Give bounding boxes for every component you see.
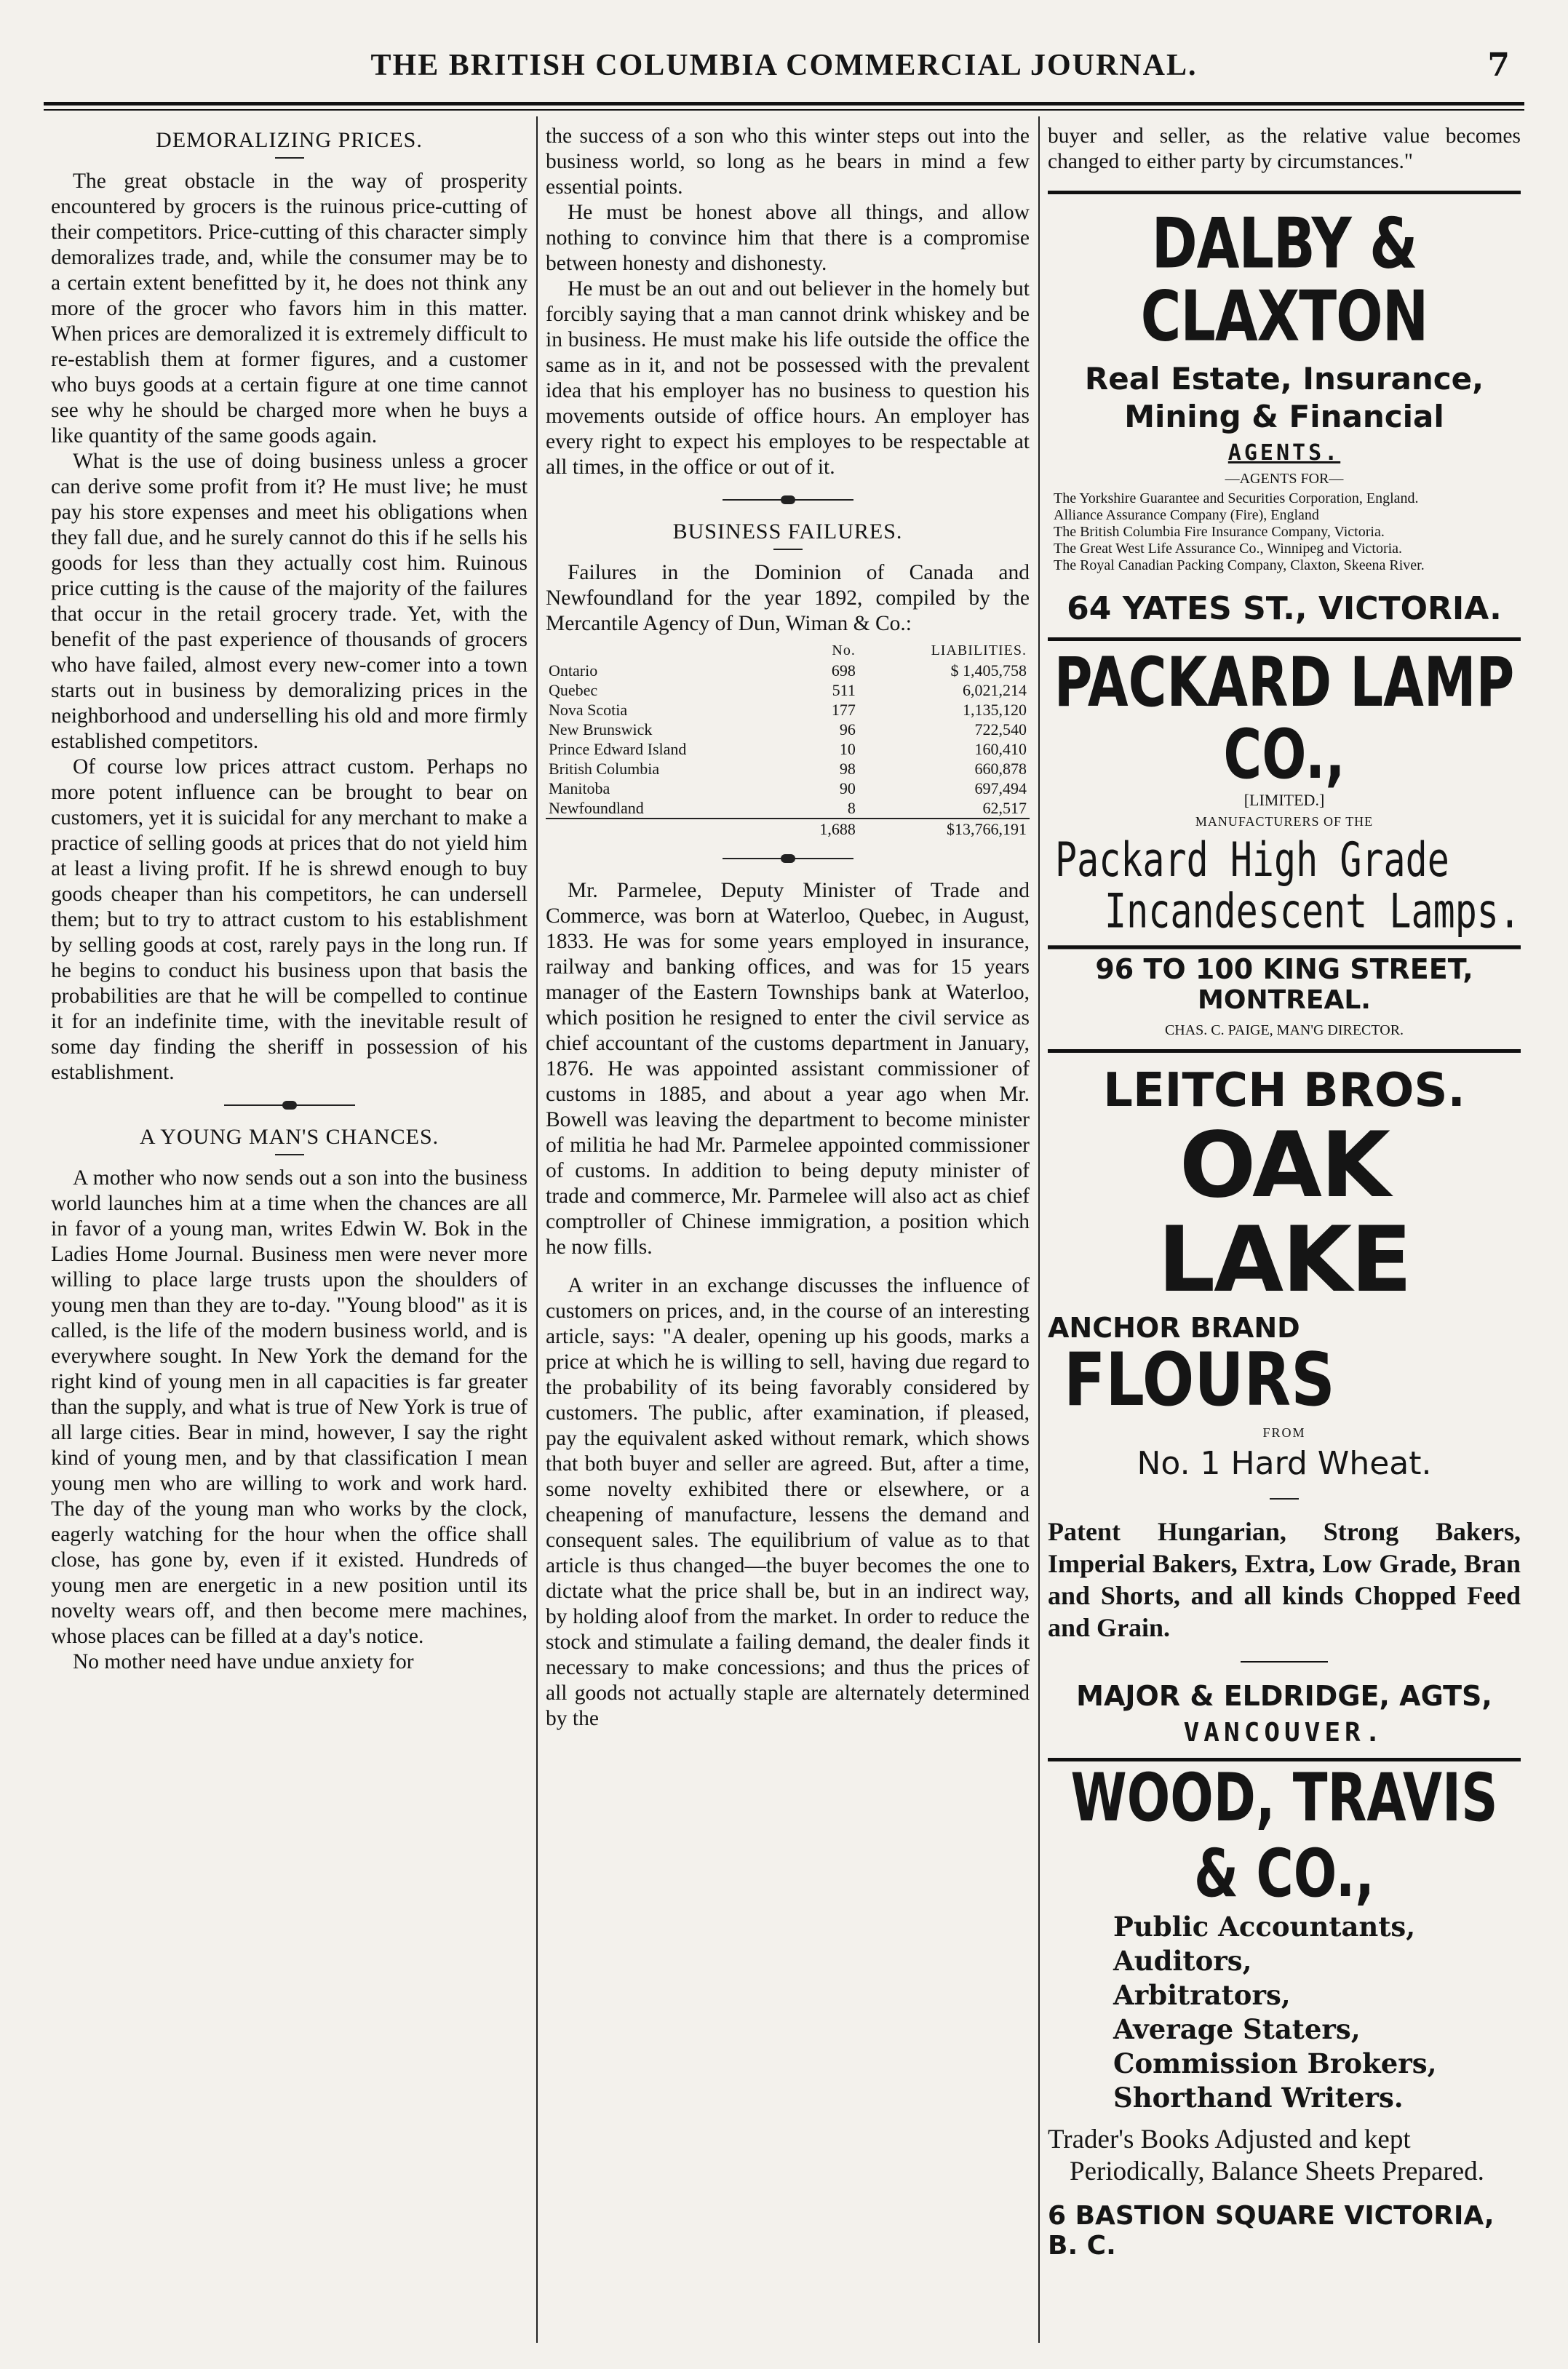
service-item: Average Staters, (1113, 2013, 1361, 2045)
page-header (44, 44, 1524, 105)
ad-line: No. 1 Hard Wheat. (1137, 1445, 1432, 1482)
service-item: Commission Brokers, (1113, 2047, 1437, 2079)
heading-dash (275, 157, 304, 159)
page-number: 7 (1487, 47, 1510, 84)
table-row: Ontario 698 $ 1,405,758 (549, 661, 1027, 680)
article-heading: BUSINESS FAILURES. (672, 519, 903, 544)
ad-dalby-claxton (1048, 202, 1521, 627)
column-header: No. (832, 642, 856, 658)
ad-title: DALBY & CLAXTON (1140, 202, 1428, 357)
service-item: Shorthand Writers. (1113, 2082, 1404, 2114)
column-divider (536, 116, 538, 2343)
heading-dash (773, 549, 803, 550)
ad-text: Trader's Books Adjusted and kept Periodically, Balance Sheets Prepared. (1048, 2125, 1484, 2186)
ad-address: 6 BASTION SQUARE VICTORIA, B. C. (1048, 2201, 1495, 2261)
ad-line: Incandescent Lamps. (1048, 883, 1521, 949)
ad-line: AGENTS. (1227, 440, 1341, 466)
column-header: LIABILITIES. (931, 642, 1027, 658)
service-item: Auditors, (1113, 1945, 1252, 1977)
article-paragraph: No mother need have undue anxiety for (73, 1650, 414, 1673)
ad-line: VANCOUVER. (1183, 1718, 1385, 1748)
header-rule (44, 109, 1524, 111)
article-paragraph: Mr. Parmelee, Deputy Minister of Trade and Commerce, was born at Waterloo, Quebec, in August, 1833. He was for some years employed in insurance, railway and banking offices, and was for 15 years manager of the Eastern Townships bank at Waterloo, which position he resigned to enter the civil service as chief accountant of the customs department in January, 1876. He was appointed assistant commissioner of customs in 1885, and about a year ago when Mr. Bowell was leaving the department to become minister of militia he had Mr. Parmelee appointed commissioner of customs. In addition to being deputy minister of trade and commerce, Mr. Parmelee will also act as chief comptroller of Chinese immigration, a position which he now fills. (546, 879, 1030, 1259)
article-heading: DEMORALIZING PRICES. (156, 128, 423, 152)
ad-title: LEITCH BROS. (1103, 1064, 1465, 1118)
ad-address: 96 TO 100 KING STREET, (1095, 953, 1473, 985)
article-separator (723, 858, 853, 859)
ad-line: MANUFACTURERS OF THE (1195, 814, 1374, 829)
ad-rule (1048, 191, 1521, 194)
ad-line: Mining & Financial (1124, 399, 1444, 434)
heading-dash (1270, 1498, 1299, 1500)
article-paragraph: A mother who now sends out a son into the business world launches him at a time when the chances are all in favor of a young man, writes Edwin W. Bok in the Ladies Home Journal. Business men were never more willing to place large trusts upon the shoulders of young men than they are to-day. "Young blood" as it is called, is the life of the modern business world, and is everywhere sought. In New York the demand for the right kind of young men in all capacities is far greater than the supply, and what is true of New York is true of all large cities. Bear in mind, however, I say the right kind of young men, and by that classification I mean young men who are willing to work and work hard. The day of the young man who works by the clock, eagerly watching for the hour when the office shall close, has gone by, even if it existed. Hundreds of young men are energetic in a new position until its novelty wears off, and then become mere machines, whose places can be filled at a day's notice. (51, 1166, 528, 1648)
service-item: Arbitrators, (1113, 1979, 1291, 2011)
article-paragraph: The great obstacle in the way of prosperity encountered by grocers is the ruinous price-cutting of their competitors. Price-cutting of this character simply demoralizes trade, and, while the consumer may be to a certain extent benefitted by it, he does not think any more of the grocer who favors him in this matter. When prices are demoralized it is extremely difficult to re-establish them at former figures, and a customer who buys goods at a certain figure at one time cannot see why he should be charged more when he buys a like quantity of the same goods again. (51, 170, 528, 447)
ad-line: —AGENTS FOR— (1225, 471, 1344, 487)
failures-table (546, 641, 1030, 839)
ad-packard (1048, 642, 1521, 1039)
column-2 (546, 124, 1030, 1732)
journal-title: THE BRITISH COLUMBIA COMMERCIAL JOURNAL. (370, 49, 1198, 82)
table-row: Newfoundland 8 62,517 (549, 799, 1027, 817)
ad-line: CHAS. C. PAIGE, MAN'G DIRECTOR. (1164, 1022, 1404, 1038)
list-item: Alliance Assurance Company (Fire), England (1054, 507, 1319, 523)
article-paragraph: He must be honest above all things, and allow nothing to convince him that there is a compromise between honesty and dishonesty. (546, 201, 1030, 275)
list-item: The Royal Canadian Packing Company, Claxton, Skeena River. (1054, 557, 1425, 573)
column-1 (51, 124, 528, 1675)
article-paragraph: What is the use of doing business unless a grocer can derive some profit from it? He must live; he must pay his store expenses and meet his obligations when they fall due, and he surely cannot do this if he sells his goods for less than they actually cost him. Ruinous price cutting is the cause of the majority of the failures that occur in the retail grocery trade. Yet, with the benefit of the past experience of thousands of grocers who have failed, almost every new-comer into a town starts out in business by demoralizing prices in the neighborhood and underselling his old and more firmly established competitors. (51, 450, 528, 753)
ad-leitch (1048, 1063, 1521, 1644)
ad-line: Packard High Grade (1055, 832, 1449, 888)
ad-rule (1048, 1049, 1521, 1053)
article-paragraph: A writer in an exchange discusses the influence of customers on prices, and, in the course of an interesting article, says: "A dealer, opening up his goods, marks a price at which he is willing to sell, having due regard to the probability of its being favorably considered by customers. The public, after examination, if pleased, pay the equivalent asked without remark, which shows that both buyer and seller are agreed. But, after a time, some novelty exhibited there or elsewhere, or a cheapening of manufacture, lessens the demand and consequent sales. The equilibrium of value as to that article is thus changed—the buyer becomes the one to dictate what the price shall be, but in an indirect way, by holding aloof from the market. In order to reduce the stock and stimulate a failing demand, the dealer finds it necessary to make concessions; and thus the prices of all goods not actually staple are alternately determined by the (546, 1274, 1030, 1730)
article-paragraph: buyer and seller, as the relative value becomes changed to either party by circumstances." (1048, 124, 1521, 173)
ad-rule (1241, 1661, 1328, 1663)
table-row: British Columbia 98 660,878 (549, 760, 1027, 778)
article-paragraph: Failures in the Dominion of Canada and Newfoundland for the year 1892, compiled by the Mercantile Agency of Dun, Wiman & Co.: (546, 561, 1030, 635)
list-item: The Great West Life Assurance Co., Winnipeg and Victoria. (1054, 541, 1403, 557)
column-divider (1038, 116, 1040, 2343)
article-separator (723, 499, 853, 501)
list-item: The Yorkshire Guarantee and Securities Corporation, England. (1054, 490, 1419, 506)
list-item: The British Columbia Fire Insurance Company, Victoria. (1054, 524, 1385, 540)
service-item: Public Accountants, (1113, 1911, 1416, 1943)
ad-wood-travis (1048, 1759, 1521, 2261)
article-separator (224, 1104, 355, 1106)
article-paragraph: Of course low prices attract custom. Perhaps no more potent influence can be brought to bear on customers, yet it is suicidal for any merchant to make a practice of selling goods at prices that do not yield him at least a living profit. If he is shrewd enough to buy goods cheaper than his competitors, he can undersell them; but to try to attract custom to his establishment by selling goods at cost, rarely pays in the long run. If he begins to conduct his business upon that basis the probabilities are that he will be compelled to continue it for an indefinite time, with the inevitable result of some day finding the sheriff in possession of his establishment. (51, 755, 528, 1084)
ad-line: Real Estate, Insurance, (1084, 361, 1484, 397)
ad-title: OAK LAKE (1158, 1113, 1411, 1313)
ad-title: WOOD, TRAVIS & CO., (1070, 1759, 1498, 1913)
heading-dash (275, 1154, 304, 1155)
ad-line: FLOURS (1064, 1337, 1335, 1422)
ad-address: MONTREAL. (1198, 985, 1371, 1015)
table-row: New Brunswick 96 722,540 (549, 720, 1027, 738)
ad-title: PACKARD LAMP CO., (1054, 642, 1515, 794)
table-row: Nova Scotia 177 1,135,120 (549, 701, 1027, 719)
table-row: Manitoba 90 697,494 (549, 779, 1027, 797)
table-total-row: 1,688 $13,766,191 (546, 819, 1030, 839)
ad-line: FROM (1262, 1425, 1306, 1440)
article-heading: A YOUNG MAN'S CHANCES. (139, 1125, 439, 1149)
article-paragraph: the success of a son who this winter steps out into the business world, so long as he bears in mind a few essential points. (546, 124, 1030, 199)
table-row: Prince Edward Island 10 160,410 (549, 740, 1027, 758)
ad-rule (1048, 637, 1521, 641)
agency-list (1054, 490, 1521, 574)
ad-line: [LIMITED.] (1243, 791, 1325, 809)
ad-line: ANCHOR BRAND (1048, 1312, 1300, 1344)
ad-major-eldridge (1048, 1680, 1521, 1748)
table-row: Quebec 511 6,021,214 (549, 681, 1027, 699)
ad-text: Patent Hungarian, Strong Bakers, Imperial Bakers, Extra, Low Grade, Bran and Shorts, and all kinds Chopped Feed and Grain. (1048, 1517, 1521, 1642)
ad-line: MAJOR & ELDRIDGE, AGTS, (1076, 1680, 1492, 1712)
column-3 (1048, 124, 1521, 2261)
article-paragraph: He must be an out and out believer in the homely but forcibly saying that a man cannot drink whiskey and be in business. He must make his life outside the office the same as in it, and not be possessed with the prevalent idea that his employer has no business to question his movements outside of office hours. An employer has every right to expect his employes to be respectable at all times, in the office or out of it. (546, 277, 1030, 479)
ad-address: 64 YATES ST., VICTORIA. (1067, 590, 1502, 627)
